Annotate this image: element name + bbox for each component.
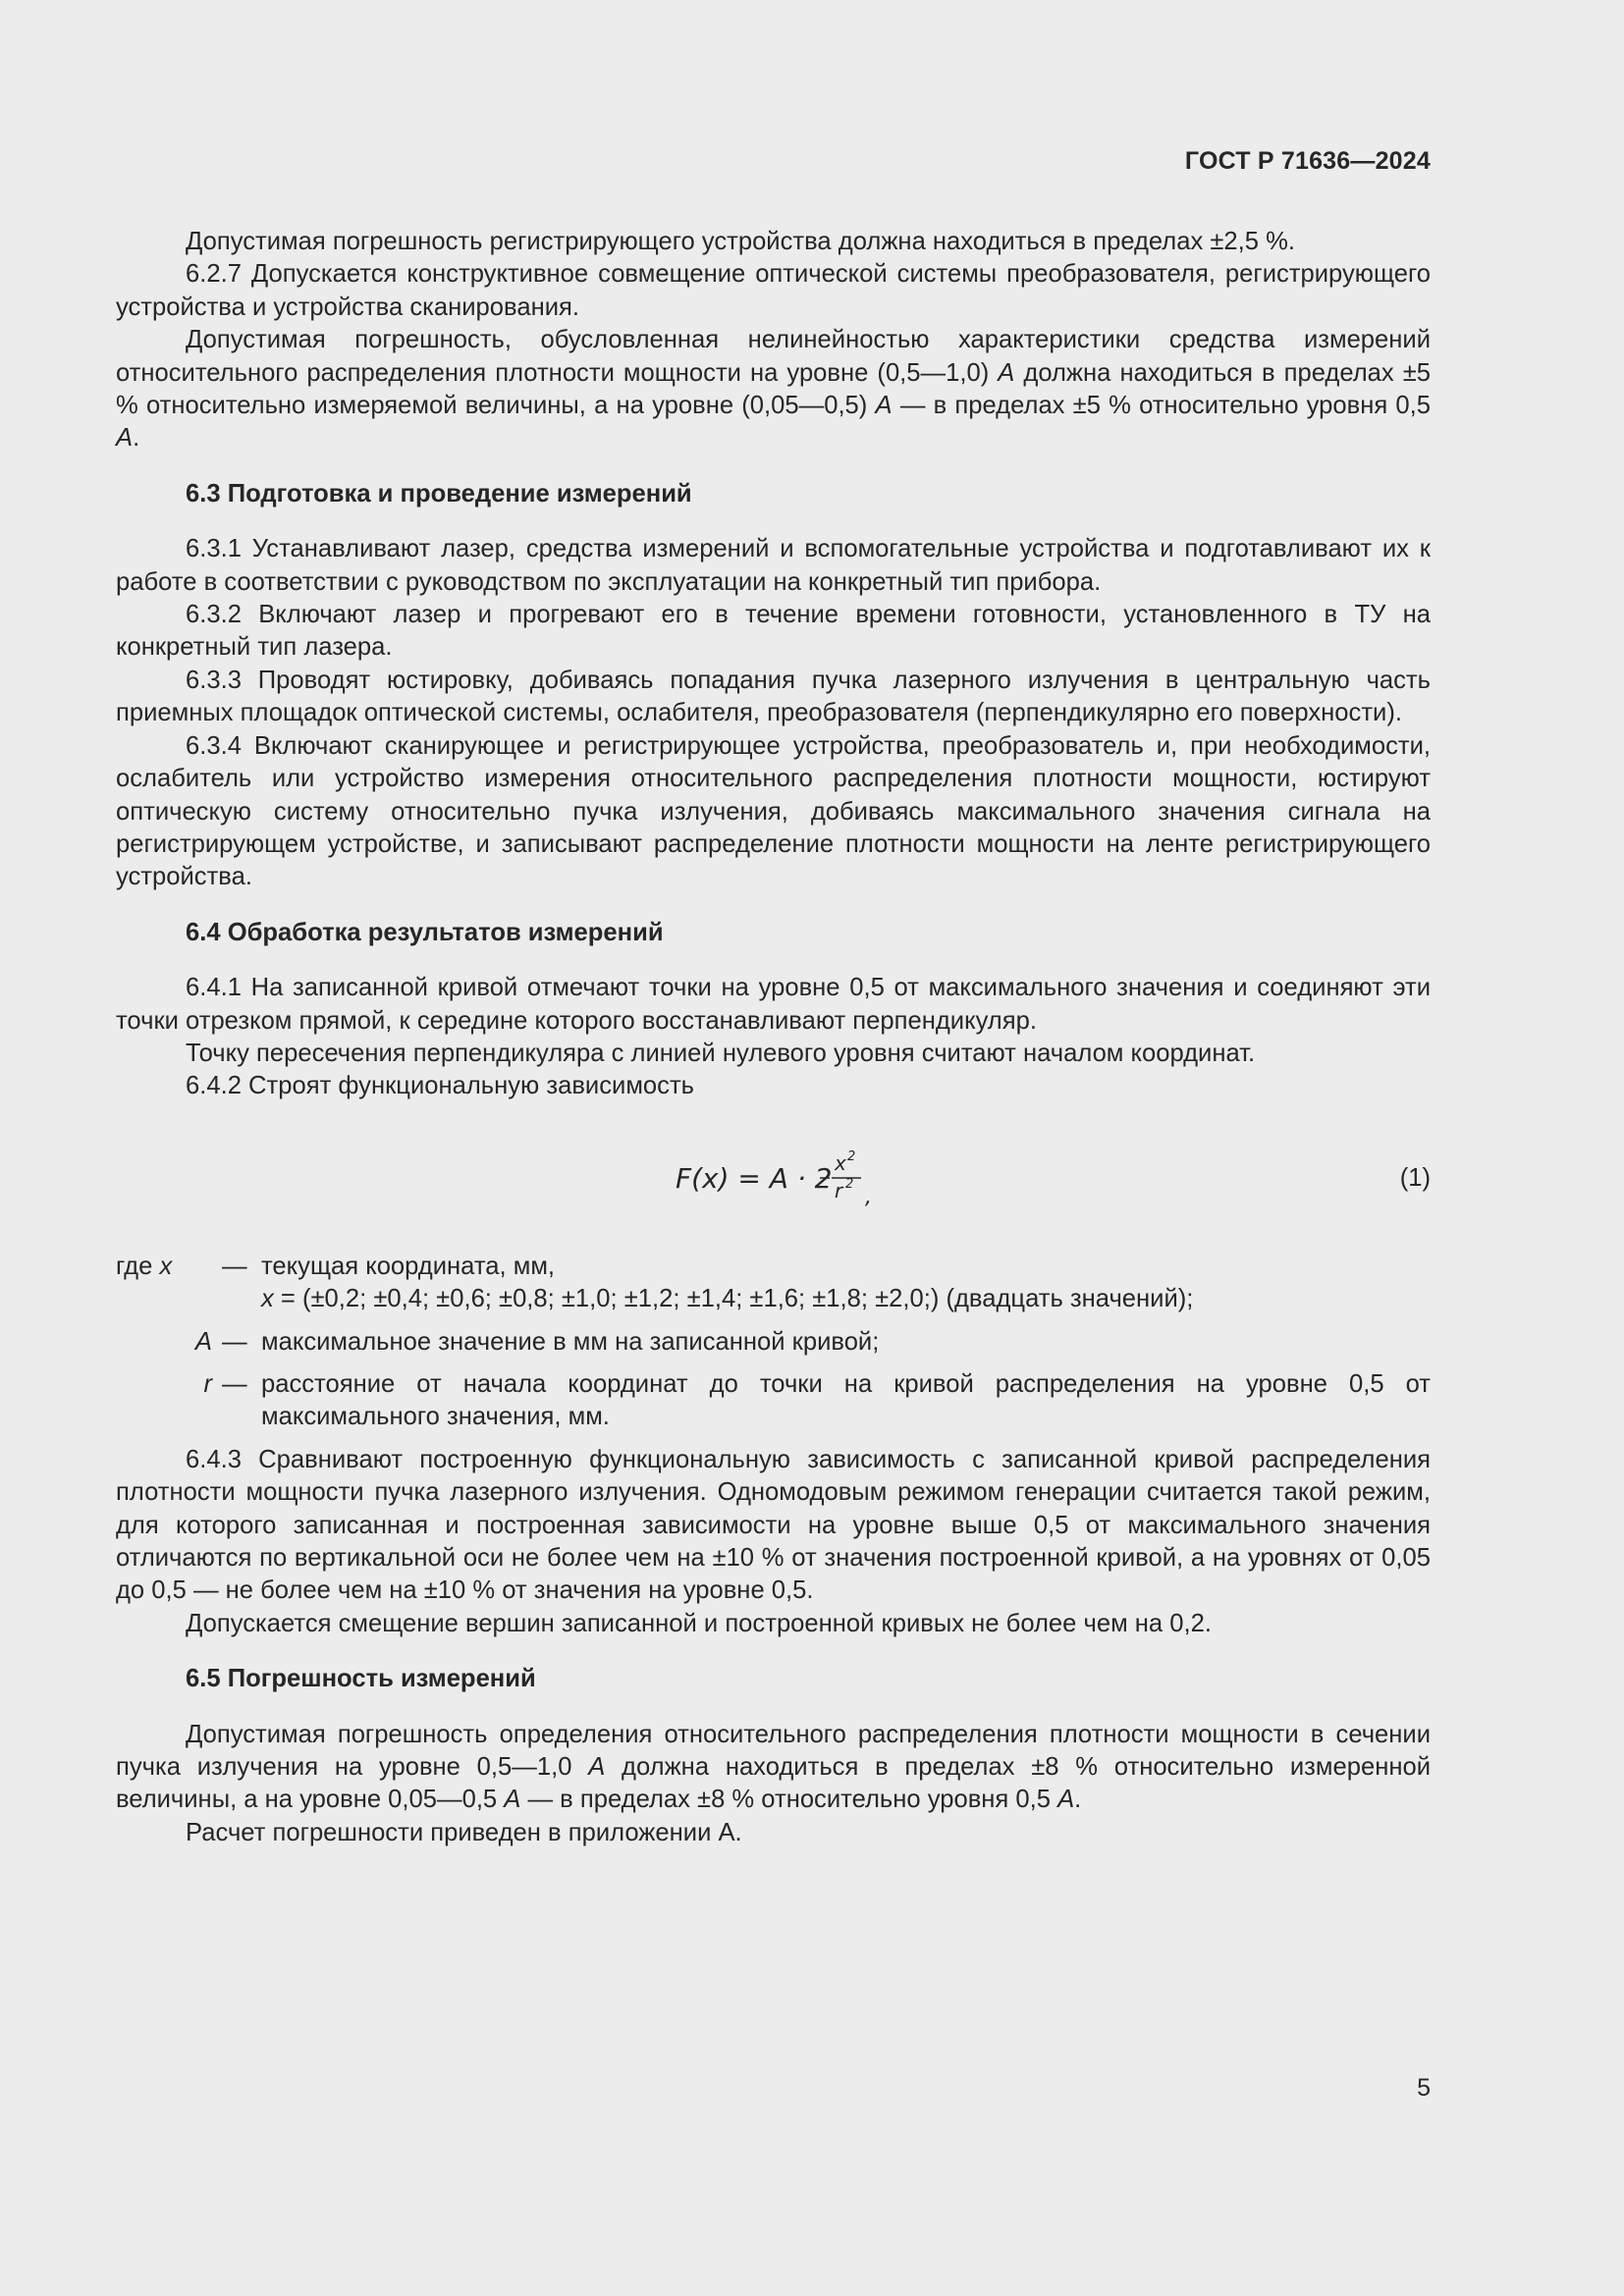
paragraph: Допускается смещение вершин записанной и построенной кривых не более чем на 0,2. <box>186 1609 1212 1637</box>
formula-block <box>116 1103 1431 1251</box>
variable-definitions <box>116 1251 1431 1434</box>
paragraph: 6.3.2 Включают лазер и прогревают его в течение времени готовности, установленного в ТУ на конкретный тип лазера. <box>116 601 1431 662</box>
paragraph: 6.4.2 Строят функциональную зависимость <box>186 1072 694 1100</box>
paragraph: 6.3.1 Устанавливают лазер, средства измерений и вспомогательные устройства и подготавливают их к работе в соответствии с руководством по эксплуатации на конкретный тип прибора. <box>116 535 1431 596</box>
svg-text:r: r <box>835 1178 843 1202</box>
paragraph: Расчет погрешности приведен в приложении А. <box>186 1818 742 1846</box>
section-heading: 6.5 Погрешность измерений <box>186 1665 536 1693</box>
paragraph: Допустимая погрешность, обусловленная нелинейностью характеристики средства измерений относительного распределения плотности мощности на уровне (0,5—1,0) A должна находиться в пределах ±5 % относительно измеряемой величины, а на уровне (0,05—0,5) A — в пределах ±5 % относительно уровня 0,5 A. <box>116 326 1432 453</box>
formula-number: (1) <box>1399 1163 1431 1192</box>
formula-exponent <box>818 1143 877 1211</box>
paragraph: 6.3.4 Включают сканирующее и регистрирующее устройства, преобразователь и, при необходимости, ослабитель или устройство измерения относительного распределения плотности мощности, юстируют оптическую систему относительно пучка излучения, добиваясь максимального значения сигнала на регистрирующем устройстве, и записывают распределение плотности мощности на ленте регистрирующего устройства. <box>116 731 1431 891</box>
definition-row-a: A — максимальное значение в мм на записанной кривой; <box>194 1327 880 1356</box>
paragraph: 6.3.3 Проводят юстировку, добиваясь попадания пучка лазерного излучения в центральную часть приемных площадок оптической системы, ослабителя, преобразователя (перпендикулярно его поверхности). <box>116 666 1431 727</box>
definition-row-r: r — расстояние от начала координат до точки на кривой распределения на уровне 0,5 от максимального значения, мм. <box>203 1369 1431 1431</box>
section-heading: 6.3 Подготовка и проведение измерений <box>186 479 692 507</box>
paragraph: 6.4.1 На записанной кривой отмечают точки на уровне 0,5 от максимального значения и соединяют эти точки отрезком прямой, к середине которого восстанавливают перпендикуляр. <box>116 974 1431 1035</box>
svg-text:2: 2 <box>845 1176 854 1192</box>
document-body <box>116 226 1431 1849</box>
svg-text:,: , <box>865 1184 872 1209</box>
formula-expression: F(x) = A · 2 <box>676 1161 833 1195</box>
paragraph: Допустимая погрешность определения относительного распределения плотности мощности в сечении пучка излучения на уровне 0,5—1,0 A должна находиться в пределах ±8 % относительно измеренной величины, а на уровне 0,05—0,5 A — в пределах ±8 % относительно уровня 0,5 A. <box>116 1720 1431 1814</box>
page-number: 5 <box>1417 2074 1431 2102</box>
svg-text:x: x <box>835 1150 846 1175</box>
section-heading: 6.4 Обработка результатов измерений <box>186 918 664 946</box>
definition-row-x: где x — текущая координата, мм, x = (±0,2; ±0,4; ±0,6; ±0,8; ±1,0; ±1,2; ±1,4; ±1,6; ±1,8; ±2,0;) (двадцать значений); <box>116 1252 1194 1313</box>
paragraph: 6.2.7 Допускается конструктивное совмещение оптической системы преобразователя, регистрирующего устройства и устройства сканирования. <box>116 260 1431 321</box>
paragraph: Точку пересечения перпендикуляра с линией нулевого уровня считают началом координат. <box>186 1039 1256 1067</box>
paragraph: 6.4.3 Сравнивают построенную функциональную зависимость с записанной кривой распределения плотности мощности пучка лазерного излучения. Одномодовым режимом генерации считается такой режим, для которого записанная и построенная зависимости на уровне выше 0,5 от максимального значения отличаются по вертикальной оси не более чем на ±10 % от значения построенной кривой, а на уровнях от 0,05 до 0,5 — не более чем на ±10 % от значения на уровне 0,5. <box>116 1445 1431 1605</box>
document-header: ГОСТ Р 71636—2024 <box>1184 147 1431 175</box>
svg-text:2: 2 <box>847 1148 856 1164</box>
paragraph: Допустимая погрешность регистрирующего устройства должна находиться в пределах ±2,5 %. <box>186 228 1295 255</box>
